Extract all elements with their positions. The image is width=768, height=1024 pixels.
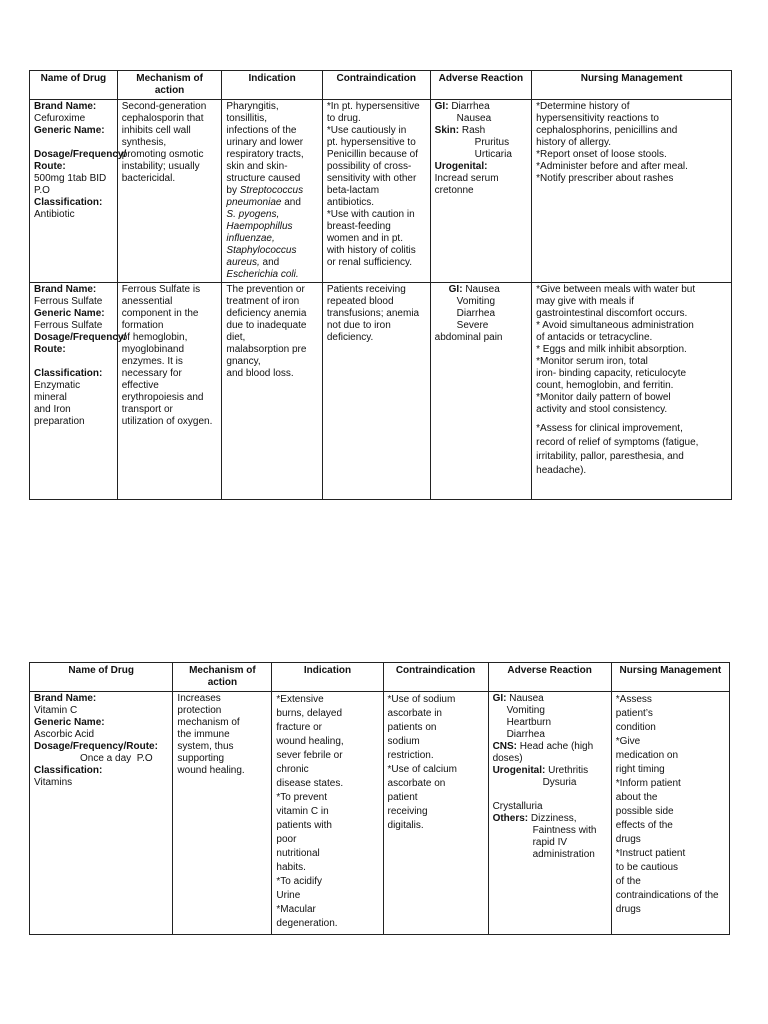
generic-value: Ascorbic Acid bbox=[34, 729, 95, 740]
indication-line: wound healing, bbox=[276, 736, 344, 747]
nursing-line: possible side bbox=[615, 806, 674, 817]
mechanism-line: Second-generation bbox=[121, 101, 207, 112]
dosage-label: Dosage/Frequency/ bbox=[34, 332, 127, 343]
others-label: Others: bbox=[492, 813, 529, 824]
mechanism-cell bbox=[117, 100, 222, 283]
indication-line: burns, delayed bbox=[276, 708, 343, 719]
indication-line: respiratory tracts, bbox=[226, 149, 304, 160]
indication-line: Pharyngitis, bbox=[226, 101, 279, 112]
organism-name: Escherichia coli. bbox=[226, 269, 299, 280]
contraindication-line: with history of colitis bbox=[326, 245, 416, 256]
nursing-line: medication on bbox=[615, 750, 679, 761]
contraindication-line: *Use of calcium bbox=[387, 764, 457, 775]
organism-name: Staphylococcus bbox=[226, 245, 297, 256]
nursing-line: count, hemoglobin, and ferritin. bbox=[536, 380, 674, 391]
contraindication-line: sodium bbox=[387, 736, 420, 747]
nursing-management-cell bbox=[532, 283, 732, 500]
drug-table-1 bbox=[29, 70, 732, 500]
indication-line: vitamin C in bbox=[276, 806, 329, 817]
route-label: Route: bbox=[34, 344, 66, 355]
nursing-line: condition bbox=[615, 722, 656, 733]
dosage-label: Dosage/Frequency/ bbox=[34, 149, 127, 160]
generic-value: Ferrous Sulfate bbox=[34, 320, 103, 331]
classification-value: Enzymatic mineral bbox=[34, 380, 83, 403]
contraindication-line: ascorbate on bbox=[387, 778, 446, 789]
mechanism-line: Increases bbox=[177, 693, 221, 704]
indication-line: *To prevent bbox=[276, 792, 327, 803]
nursing-line: about the bbox=[615, 792, 658, 803]
indication-line: *Extensive bbox=[276, 694, 324, 705]
mechanism-line: wound healing. bbox=[177, 765, 245, 776]
contraindication-cell bbox=[383, 692, 488, 935]
indication-line: due to inadequate bbox=[226, 320, 307, 331]
indication-line: habits. bbox=[276, 862, 306, 873]
header-indication: Indication bbox=[222, 71, 322, 100]
nursing-line: irritability, pallor, paresthesia, and bbox=[536, 451, 684, 462]
indication-line: urinary and lower bbox=[226, 137, 304, 148]
classification-value: Vitamins bbox=[34, 777, 73, 788]
adverse-item: Urethritis bbox=[545, 765, 589, 776]
nursing-line: *Inform patient bbox=[615, 778, 681, 789]
generic-label: Generic Name: bbox=[34, 717, 105, 728]
classification-label: Classification: bbox=[34, 765, 103, 776]
header-adverse-reaction: Adverse Reaction bbox=[488, 663, 611, 692]
contraindication-line: deficiency. bbox=[326, 332, 374, 343]
adverse-item: Vomiting bbox=[506, 705, 545, 716]
indication-line: degeneration. bbox=[276, 918, 338, 929]
contraindication-line: pt. hypersensitive to bbox=[326, 137, 416, 148]
adverse-item: cretonne bbox=[434, 185, 474, 196]
organism-name: Haempophillus bbox=[226, 221, 293, 232]
nursing-line: record of relief of symptoms (fatigue, bbox=[536, 437, 699, 448]
contraindication-line: *Use cautiously in bbox=[326, 125, 407, 136]
adverse-item: Dysuria bbox=[542, 777, 577, 788]
contraindication-line: to drug. bbox=[326, 113, 361, 124]
nursing-line: patient’s bbox=[615, 708, 653, 719]
mechanism-line: component in the bbox=[121, 308, 199, 319]
dosage-value: Once a day P.O bbox=[80, 753, 153, 764]
drug-name-cell bbox=[30, 283, 127, 500]
adverse-reaction-cell bbox=[488, 692, 611, 935]
header-adverse-reaction: Adverse Reaction bbox=[430, 71, 531, 100]
mechanism-cell bbox=[117, 283, 222, 500]
classification-value: Antibiotic bbox=[34, 209, 75, 220]
nursing-line: *Instruct patient bbox=[615, 848, 686, 859]
indication-line: poor bbox=[276, 834, 297, 845]
table-row bbox=[30, 692, 730, 935]
mechanism-line: of hemoglobin, bbox=[121, 332, 188, 343]
adverse-reaction-cell bbox=[430, 283, 531, 500]
nursing-line: hypersensitivity reactions to bbox=[536, 113, 659, 124]
mechanism-line: protection bbox=[177, 705, 222, 716]
by-text: by bbox=[226, 185, 240, 196]
nursing-line: *Notify prescriber about rashes bbox=[536, 173, 674, 184]
adverse-item: Nausea bbox=[456, 113, 492, 124]
nursing-line: may give with meals if bbox=[536, 296, 634, 307]
adverse-item: abdominal pain bbox=[434, 332, 503, 343]
cns-label: CNS: bbox=[492, 741, 518, 752]
contraindication-cell bbox=[322, 283, 430, 500]
brand-value: Ferrous Sulfate bbox=[34, 296, 103, 307]
organism-name: influenzae, bbox=[226, 233, 275, 244]
nursing-line: headache). bbox=[536, 465, 587, 476]
indication-cell bbox=[272, 692, 383, 935]
adverse-item: Nausea bbox=[506, 693, 544, 704]
adverse-item: Diarrhea bbox=[448, 101, 490, 112]
mechanism-line: supporting bbox=[177, 753, 225, 764]
nursing-line: * Avoid simultaneous administration bbox=[536, 320, 694, 331]
organism-name: pneumoniae bbox=[226, 197, 282, 208]
brand-value: Cefuroxime bbox=[34, 113, 86, 124]
indication-line: sever febrile or bbox=[276, 750, 343, 761]
header-mechanism: Mechanism of action bbox=[173, 663, 272, 692]
brand-label: Brand Name: bbox=[34, 101, 97, 112]
urogenital-label: Urogenital: bbox=[434, 161, 488, 172]
contraindication-line: *Use with caution in bbox=[326, 209, 415, 220]
indication-line: deficiency anemia bbox=[226, 308, 307, 319]
mechanism-line: mechanism of bbox=[177, 717, 240, 728]
contraindication-line: restriction. bbox=[387, 750, 434, 761]
contraindication-line: patients on bbox=[387, 722, 437, 733]
contraindication-line: transfusions; anemia bbox=[326, 308, 420, 319]
nursing-line: right timing bbox=[615, 764, 665, 775]
header-name-of-drug: Name of Drug bbox=[30, 71, 118, 100]
contraindication-line: breast-feeding bbox=[326, 221, 391, 232]
nursing-line: *Administer before and after meal. bbox=[536, 161, 688, 172]
contraindication-line: repeated blood bbox=[326, 296, 394, 307]
nursing-line: *Give bbox=[615, 736, 641, 747]
mechanism-line: myoglobinand bbox=[121, 344, 185, 355]
adverse-item: Pruritus bbox=[474, 137, 510, 148]
indication-line: and blood loss. bbox=[226, 368, 294, 379]
gi-label: GI: bbox=[448, 284, 463, 295]
drug-table-2 bbox=[29, 662, 730, 935]
header-contraindication: Contraindication bbox=[322, 71, 430, 100]
adverse-item: Diarrhea bbox=[506, 729, 545, 740]
indication-line: skin and skin- bbox=[226, 161, 288, 172]
header-mechanism: Mechanism of action bbox=[117, 71, 222, 100]
nursing-line: *Assess bbox=[615, 694, 652, 705]
mechanism-line: utilization of oxygen. bbox=[121, 416, 213, 427]
gi-label: GI: bbox=[434, 101, 449, 112]
adverse-item: Severe bbox=[456, 320, 489, 331]
nursing-line: *Assess for clinical improvement, bbox=[536, 423, 683, 434]
indication-line: infections of the bbox=[226, 125, 297, 136]
drug-name-cell bbox=[30, 100, 127, 283]
indication-line: malabsorption pre bbox=[226, 344, 307, 355]
urogenital-label: Urogenital: bbox=[492, 765, 546, 776]
mechanism-line: instability; usually bbox=[121, 161, 200, 172]
nursing-line: iron- binding capacity, reticulocyte bbox=[536, 368, 687, 379]
nursing-management-cell bbox=[611, 692, 729, 935]
classification-label: Classification: bbox=[34, 197, 103, 208]
nursing-management-cell bbox=[532, 100, 732, 283]
contraindication-line: possibility of cross- bbox=[326, 161, 412, 172]
mechanism-cell bbox=[173, 692, 272, 935]
indication-line: tonsillitis, bbox=[226, 113, 267, 124]
nursing-line: drugs bbox=[615, 834, 641, 845]
indication-line: disease states. bbox=[276, 778, 344, 789]
adverse-item: Urticaria bbox=[474, 149, 512, 160]
nursing-line: history of allergy. bbox=[536, 137, 611, 148]
adverse-item: administration bbox=[532, 849, 595, 860]
adverse-item: Head ache (high bbox=[517, 741, 594, 752]
indication-line: *To acidify bbox=[276, 876, 322, 887]
route-label: Route: bbox=[34, 161, 66, 172]
mechanism-line: anessential bbox=[121, 296, 173, 307]
contraindication-cell bbox=[322, 100, 430, 283]
adverse-item: Dizziness, bbox=[528, 813, 577, 824]
indication-line: diet, bbox=[226, 332, 246, 343]
mechanism-line: formation bbox=[121, 320, 164, 331]
indication-line bbox=[226, 197, 317, 209]
nursing-line: *Give between meals with water but bbox=[536, 284, 696, 295]
nursing-line: gastrointestinal discomfort occurs. bbox=[536, 308, 688, 319]
indication-line: nutritional bbox=[276, 848, 320, 859]
mechanism-line: enzymes. It is bbox=[121, 356, 183, 367]
indication-line: The prevention or bbox=[226, 284, 305, 295]
contraindication-line: women and in pt. bbox=[326, 233, 403, 244]
mechanism-line: system, thus bbox=[177, 741, 234, 752]
adverse-item: Heartburn bbox=[506, 717, 552, 728]
nursing-line: *Monitor serum iron, total bbox=[536, 356, 648, 367]
indication-cell bbox=[222, 100, 322, 283]
mechanism-line: bactericidal. bbox=[121, 173, 176, 184]
mechanism-line: synthesis, bbox=[121, 137, 167, 148]
header-nursing-management: Nursing Management bbox=[532, 71, 732, 100]
indication-line: patients with bbox=[276, 820, 332, 831]
nursing-line: cephalosphorins, penicillins and bbox=[536, 125, 678, 136]
contraindication-line: not due to iron bbox=[326, 320, 391, 331]
mechanism-line: necessary for bbox=[121, 368, 182, 379]
indication-line: *Macular bbox=[276, 904, 316, 915]
nursing-line: * Eggs and milk inhibit absorption. bbox=[536, 344, 687, 355]
mechanism-line: effective bbox=[121, 380, 159, 391]
contraindication-line: *In pt. hypersensitive bbox=[326, 101, 420, 112]
adverse-item: Incread serum bbox=[434, 173, 499, 184]
mechanism-line: inhibits cell wall bbox=[121, 125, 191, 136]
adverse-item: Nausea bbox=[462, 284, 500, 295]
nursing-line: *Determine history of bbox=[536, 101, 630, 112]
contraindication-line: receiving bbox=[387, 806, 428, 817]
generic-label: Generic Name: bbox=[34, 125, 105, 136]
indication-line: fracture or bbox=[276, 722, 322, 733]
mechanism-line: Ferrous Sulfate is bbox=[121, 284, 201, 295]
contraindication-line: digitalis. bbox=[387, 820, 424, 831]
nursing-line: *Monitor daily pattern of bowel bbox=[536, 392, 671, 403]
skin-label: Skin: bbox=[434, 125, 460, 136]
contraindication-line: sensitivity with other bbox=[326, 173, 417, 184]
indication-line: chronic bbox=[276, 764, 309, 775]
brand-value: Vitamin C bbox=[34, 705, 78, 716]
organism-name: S. pyogens, bbox=[226, 209, 280, 220]
organism-name: aureus, bbox=[226, 257, 260, 268]
nursing-line: *Report onset of loose stools. bbox=[536, 149, 667, 160]
contraindication-line: or renal sufficiency. bbox=[326, 257, 413, 268]
adverse-item: Diarrhea bbox=[456, 308, 496, 319]
contraindication-line: beta-lactam bbox=[326, 185, 380, 196]
contraindication-line: patient bbox=[387, 792, 418, 803]
adverse-item: Faintness with bbox=[532, 825, 597, 836]
header-contraindication: Contraindication bbox=[383, 663, 488, 692]
indication-line bbox=[226, 185, 317, 197]
classification-label: Classification: bbox=[34, 368, 103, 379]
contraindication-line: ascorbate in bbox=[387, 708, 442, 719]
nursing-line: to be cautious bbox=[615, 862, 679, 873]
contraindication-line: *Use of sodium bbox=[387, 694, 456, 705]
indication-line: Urine bbox=[276, 890, 301, 901]
adverse-item: Rash bbox=[459, 125, 486, 136]
indication-line: treatment of iron bbox=[226, 296, 300, 307]
indication-line: gnancy, bbox=[226, 356, 261, 367]
mechanism-line: the immune bbox=[177, 729, 230, 740]
and-text: and bbox=[281, 197, 301, 208]
and-text: and bbox=[259, 257, 280, 268]
indication-line bbox=[226, 257, 317, 269]
classification-value: and Iron preparation bbox=[34, 404, 85, 427]
drug-name-cell bbox=[30, 692, 173, 935]
mechanism-line: erythropoiesis and bbox=[121, 392, 204, 403]
table-row bbox=[30, 283, 732, 500]
adverse-reaction-cell bbox=[430, 100, 531, 283]
contraindication-line: antibiotics. bbox=[326, 197, 375, 208]
dosage-label: Dosage/Frequency/Route: bbox=[34, 741, 158, 752]
adverse-item: doses) bbox=[492, 753, 523, 764]
nursing-line: activity and stool consistency. bbox=[536, 404, 668, 415]
nursing-line: of antacids or tetracycline. bbox=[536, 332, 653, 343]
table-row bbox=[30, 100, 732, 283]
mechanism-line: transport or bbox=[121, 404, 173, 415]
nursing-line: drugs bbox=[615, 904, 641, 915]
gi-label: GI: bbox=[492, 693, 507, 704]
nursing-line: contraindications of the bbox=[615, 890, 719, 901]
mechanism-line: cephalosporin that bbox=[121, 113, 204, 124]
nursing-line: effects of the bbox=[615, 820, 673, 831]
adverse-item: rapid IV bbox=[532, 837, 568, 848]
brand-label: Brand Name: bbox=[34, 284, 97, 295]
generic-label: Generic Name: bbox=[34, 308, 105, 319]
brand-label: Brand Name: bbox=[34, 693, 97, 704]
nursing-line: of the bbox=[615, 876, 641, 887]
adverse-item: Vomiting bbox=[456, 296, 496, 307]
indication-line: structure caused bbox=[226, 173, 301, 184]
contraindication-line: Patients receiving bbox=[326, 284, 406, 295]
header-indication: Indication bbox=[272, 663, 383, 692]
dosage-value: 500mg 1tab BID P.O bbox=[34, 173, 110, 196]
table-header-row bbox=[30, 71, 732, 100]
indication-cell bbox=[222, 283, 322, 500]
table-header-row bbox=[30, 663, 730, 692]
organism-name: Streptococcus bbox=[239, 185, 304, 196]
adverse-item: Crystalluria bbox=[492, 801, 543, 812]
mechanism-line: promoting osmotic bbox=[121, 149, 204, 160]
contraindication-line: Penicillin because of bbox=[326, 149, 418, 160]
header-name-of-drug: Name of Drug bbox=[30, 663, 173, 692]
header-nursing-management: Nursing Management bbox=[611, 663, 729, 692]
